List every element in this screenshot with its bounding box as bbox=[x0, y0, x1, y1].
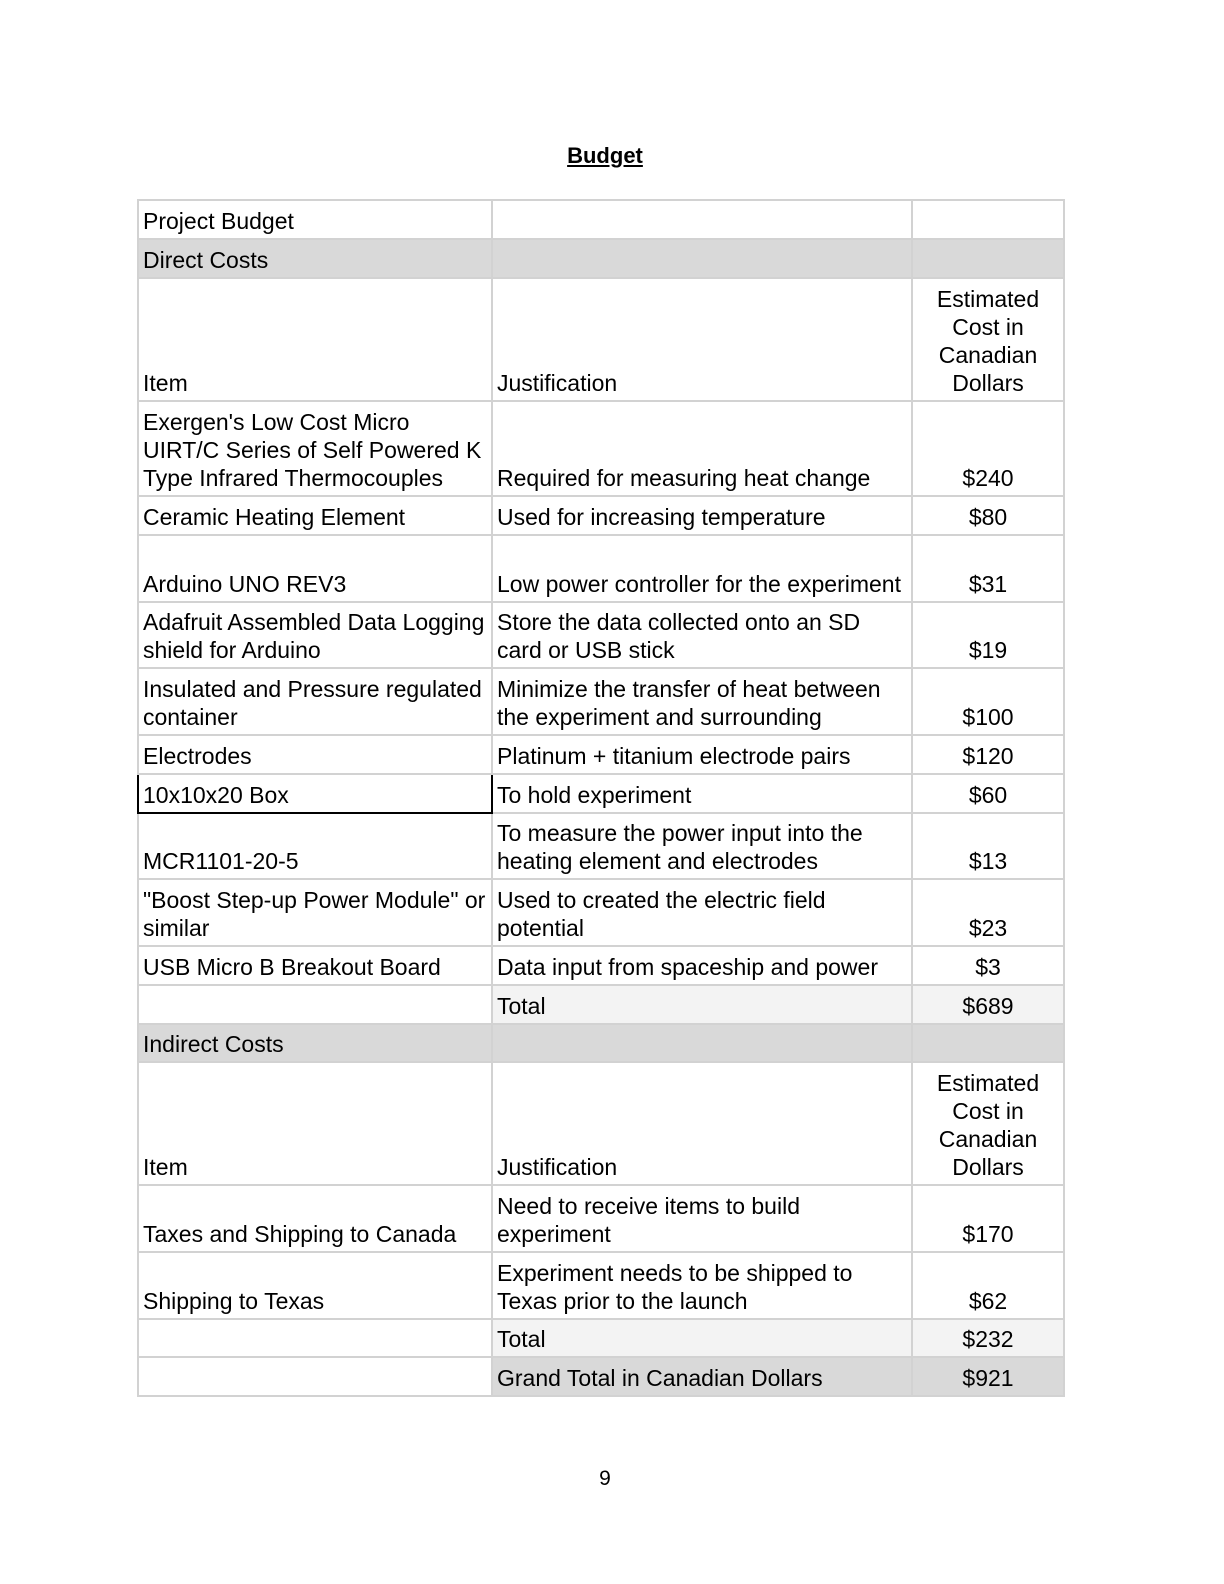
justification-cell: Low power controller for the experiment bbox=[492, 535, 912, 602]
justification-cell: Experiment needs to be shipped to Texas prior to the launch bbox=[492, 1252, 912, 1319]
direct-header-row bbox=[138, 278, 1064, 401]
empty-cell bbox=[492, 200, 912, 239]
cost-cell: $13 bbox=[912, 813, 1064, 879]
table-row bbox=[138, 496, 1064, 535]
empty-cell bbox=[912, 1024, 1064, 1062]
direct-total-label: Total bbox=[492, 985, 912, 1024]
cost-cell: $170 bbox=[912, 1185, 1064, 1252]
table-row bbox=[138, 401, 1064, 496]
cost-cell: $60 bbox=[912, 774, 1064, 813]
cost-cell: $100 bbox=[912, 668, 1064, 735]
cost-cell: $80 bbox=[912, 496, 1064, 535]
cost-cell: $62 bbox=[912, 1252, 1064, 1319]
justification-cell: Data input from spaceship and power bbox=[492, 946, 912, 985]
header-item: Item bbox=[138, 1062, 492, 1185]
cost-cell: $3 bbox=[912, 946, 1064, 985]
empty-cell bbox=[138, 1319, 492, 1357]
cost-cell: $120 bbox=[912, 735, 1064, 774]
item-cell: Insulated and Pressure regulated container bbox=[138, 668, 492, 735]
header-justification: Justification bbox=[492, 1062, 912, 1185]
indirect-total-label: Total bbox=[492, 1319, 912, 1357]
item-cell: Adafruit Assembled Data Logging shield for Arduino bbox=[138, 602, 492, 668]
budget-table bbox=[137, 199, 1065, 1397]
table-row bbox=[138, 735, 1064, 774]
indirect-total-value: $232 bbox=[912, 1319, 1064, 1357]
grand-total-row bbox=[138, 1357, 1064, 1396]
empty-cell bbox=[912, 239, 1064, 278]
header-justification: Justification bbox=[492, 278, 912, 401]
direct-total-row bbox=[138, 985, 1064, 1024]
page-title: Budget bbox=[567, 143, 643, 168]
empty-cell bbox=[492, 1024, 912, 1062]
indirect-header-row bbox=[138, 1062, 1064, 1185]
table-row bbox=[138, 668, 1064, 735]
justification-cell: Platinum + titanium electrode pairs bbox=[492, 735, 912, 774]
header-cost: Estimated Cost in Canadian Dollars bbox=[912, 1062, 1064, 1185]
justification-cell: To measure the power input into the heating element and electrodes bbox=[492, 813, 912, 879]
project-budget-row bbox=[138, 200, 1064, 239]
item-cell: Arduino UNO REV3 bbox=[138, 535, 492, 602]
table-row bbox=[138, 946, 1064, 985]
header-item: Item bbox=[138, 278, 492, 401]
table-row bbox=[138, 535, 1064, 602]
cost-cell: $240 bbox=[912, 401, 1064, 496]
item-cell: "Boost Step-up Power Module" or similar bbox=[138, 879, 492, 946]
grand-total-label: Grand Total in Canadian Dollars bbox=[492, 1357, 912, 1396]
item-cell: Ceramic Heating Element bbox=[138, 496, 492, 535]
direct-costs-label: Direct Costs bbox=[138, 239, 492, 278]
justification-cell: Used to created the electric field potential bbox=[492, 879, 912, 946]
item-cell: Exergen's Low Cost Micro UIRT/C Series of Self Powered K Type Infrared Thermocouples bbox=[138, 401, 492, 496]
justification-cell: Store the data collected onto an SD card or USB stick bbox=[492, 602, 912, 668]
justification-cell: To hold experiment bbox=[492, 774, 912, 813]
item-cell: USB Micro B Breakout Board bbox=[138, 946, 492, 985]
indirect-costs-label: Indirect Costs bbox=[138, 1024, 492, 1062]
table-row bbox=[138, 774, 1064, 813]
item-cell: Taxes and Shipping to Canada bbox=[138, 1185, 492, 1252]
grand-total-value: $921 bbox=[912, 1357, 1064, 1396]
justification-cell: Need to receive items to build experiment bbox=[492, 1185, 912, 1252]
cost-cell: $31 bbox=[912, 535, 1064, 602]
cost-cell: $23 bbox=[912, 879, 1064, 946]
item-cell: MCR1101-20-5 bbox=[138, 813, 492, 879]
direct-total-value: $689 bbox=[912, 985, 1064, 1024]
item-cell: Shipping to Texas bbox=[138, 1252, 492, 1319]
header-cost: Estimated Cost in Canadian Dollars bbox=[912, 278, 1064, 401]
indirect-costs-section-row bbox=[138, 1024, 1064, 1062]
empty-cell bbox=[912, 200, 1064, 239]
page-number: 9 bbox=[599, 1467, 611, 1490]
project-budget-label: Project Budget bbox=[138, 200, 492, 239]
empty-cell bbox=[138, 1357, 492, 1396]
table-row bbox=[138, 813, 1064, 879]
justification-cell: Required for measuring heat change bbox=[492, 401, 912, 496]
empty-cell bbox=[492, 239, 912, 278]
indirect-total-row bbox=[138, 1319, 1064, 1357]
item-cell-selected: 10x10x20 Box bbox=[138, 774, 492, 813]
justification-cell: Minimize the transfer of heat between the experiment and surrounding bbox=[492, 668, 912, 735]
item-cell: Electrodes bbox=[138, 735, 492, 774]
table-row bbox=[138, 1185, 1064, 1252]
direct-costs-section-row bbox=[138, 239, 1064, 278]
table-row bbox=[138, 879, 1064, 946]
table-row bbox=[138, 1252, 1064, 1319]
cost-cell: $19 bbox=[912, 602, 1064, 668]
justification-cell: Used for increasing temperature bbox=[492, 496, 912, 535]
table-row bbox=[138, 602, 1064, 668]
empty-cell bbox=[138, 985, 492, 1024]
